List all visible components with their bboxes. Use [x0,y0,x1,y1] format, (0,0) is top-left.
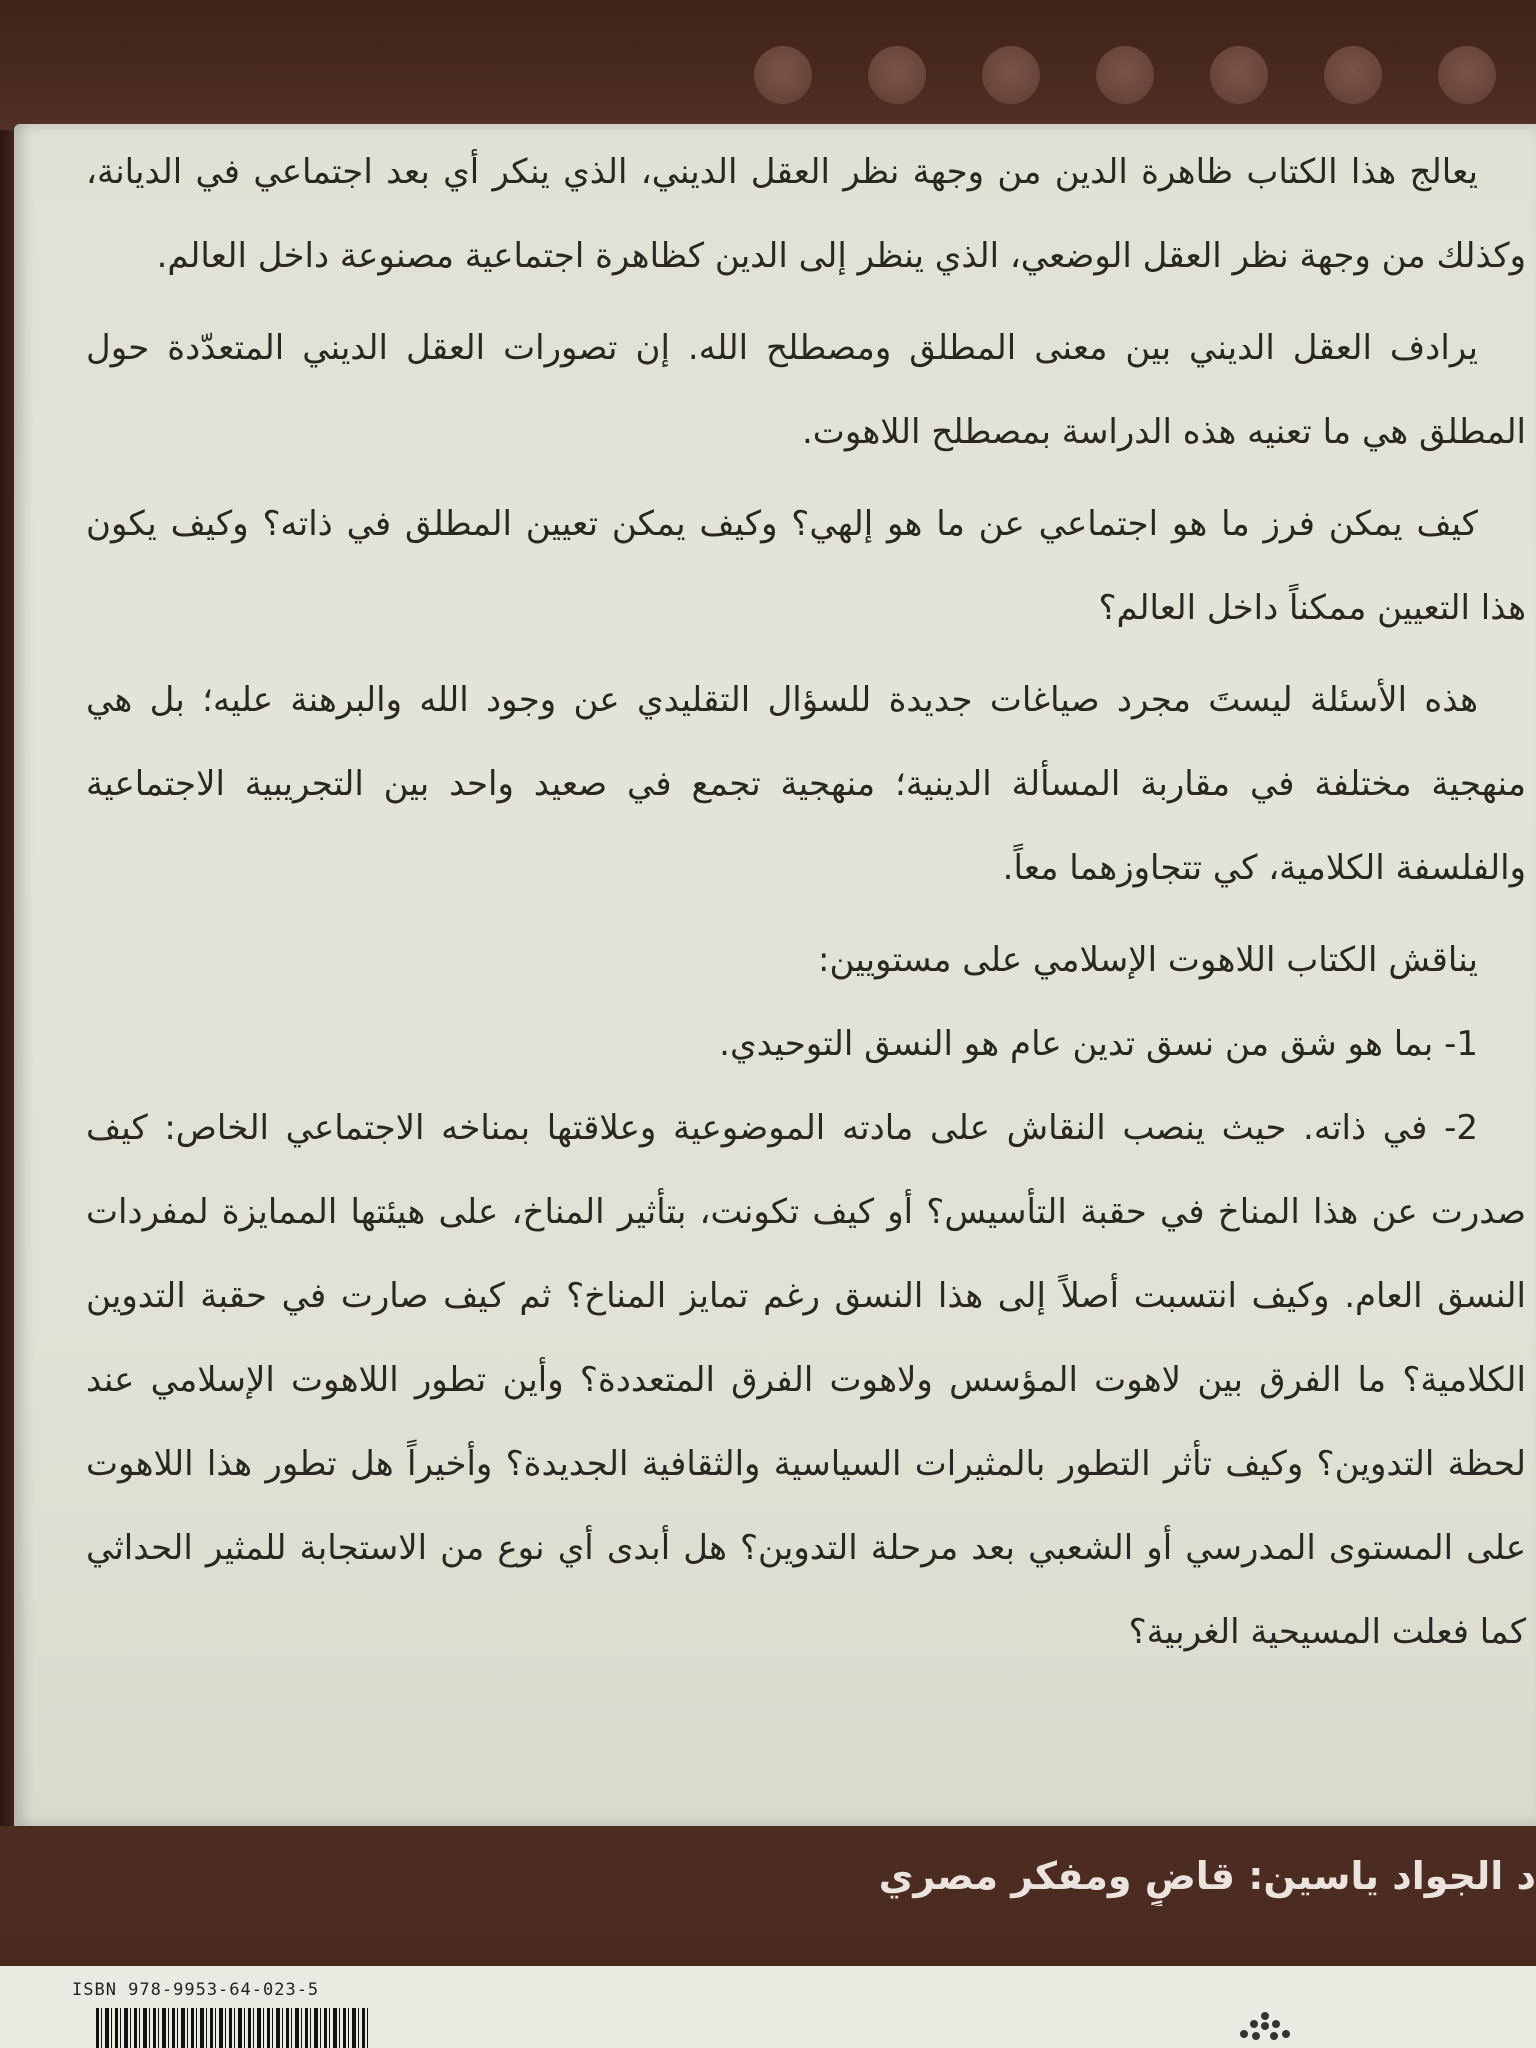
decorative-dot [1210,46,1268,104]
bottom-cover-band [0,1826,1536,1966]
blurb-list-item: 2- في ذاته. حيث ينصب النقاش على مادته الموضوعية وعلاقتها بمناخه الاجتماعي الخاص: كيف صدرت عن هذا المناخ في حقبة التأسيس؟ أو كيف تكونت، بتأثير المناخ، على هيئتها الممايزة لمفردات النسق العام. وكيف انتسبت أصلاً إلى هذا النسق رغم تمايز المناخ؟ ثم كيف صارت في حقبة التدوين الكلامية؟ ما الفرق بين لاهوت المؤسس ولاهوت الفرق المتعددة؟ وأين تطور اللاهوت الإسلامي عند لحظة التدوين؟ وكيف تأثر التطور بالمثيرات السياسية والثقافية الجديدة؟ وأخيراً هل تطور هذا اللاهوت على المستوى المدرسي أو الشعبي بعد مرحلة التدوين؟ هل أبدى أي نوع من الاستجابة للمثير الحداثي كما فعلت المسيحية الغربية؟ [86,1108,1526,1652]
isbn-number: ISBN 978-9953-64-023-5 [72,1980,320,2000]
decorative-dot [868,46,926,104]
decorative-dots [754,46,1496,104]
blurb-paragraph: يناقش الكتاب اللاهوت الإسلامي على مستويين: [818,940,1478,980]
decorative-dot [1438,46,1496,104]
footer-strip [0,1966,1536,2048]
author-line: د الجواد ياسين: قاضٍ ومفكر مصري [878,1854,1536,1898]
blurb-paragraph: يرادف العقل الديني بين معنى المطلق ومصطلح الله. إن تصورات العقل الديني المتعدّدة حول المطلق هي ما تعنيه هذه الدراسة بمصطلح اللاهوت. [86,328,1526,452]
decorative-dot [1096,46,1154,104]
blurb-paragraph: يعالج هذا الكتاب ظاهرة الدين من وجهة نظر العقل الديني، الذي ينكر أي بعد اجتماعي في الديانة، وكذلك من وجهة نظر العقل الوضعي، الذي ينظر إلى الدين كظاهرة اجتماعية مصنوعة داخل العالم. [86,152,1526,276]
decorative-dot [1324,46,1382,104]
blurb-list-item: 1- بما هو شق من نسق تدين عام هو النسق التوحيدي. [719,1024,1478,1064]
decorative-dot [754,46,812,104]
barcode-icon [96,2008,370,2048]
blurb-paragraph: كيف يمكن فرز ما هو اجتماعي عن ما هو إلهي؟ وكيف يمكن تعيين المطلق في ذاته؟ وكيف يكون هذا التعيين ممكناً داخل العالم؟ [86,504,1526,628]
decorative-dot [982,46,1040,104]
back-cover-blurb [86,130,1526,1650]
top-cover-band [0,0,1536,130]
blurb-paragraph: هذه الأسئلة ليستَ مجرد صياغات جديدة للسؤال التقليدي عن وجود الله والبرهنة عليه؛ بل هي منهجية مختلفة في مقاربة المسألة الدينية؛ منهجية تجمع في صعيد واحد بين التجريبية الاجتماعية والفلسفة الكلامية، كي تتجاوزهما معاً. [86,680,1526,888]
publisher-logo-icon [1230,2006,1300,2046]
